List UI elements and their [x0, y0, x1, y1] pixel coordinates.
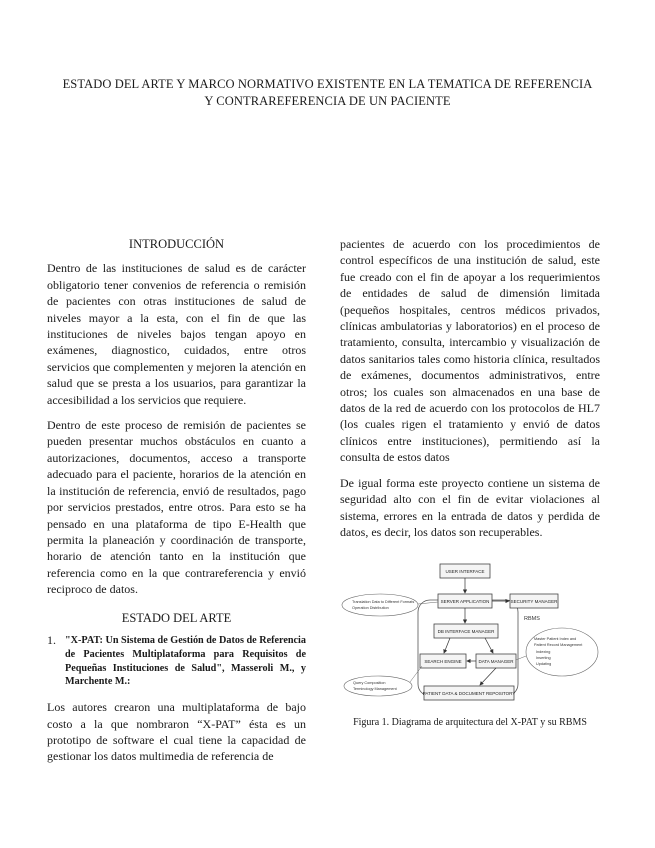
note-right-line-3: Indexing	[536, 650, 551, 654]
note-left-bottom-bubble	[344, 676, 412, 696]
reference-item	[47, 634, 306, 689]
rbms-region	[418, 600, 518, 696]
note-left-top-line-1: Translation Data to Different Formats	[352, 600, 415, 604]
rbms-label: RBMS	[524, 616, 540, 622]
search-engine-label: SEARCH ENGINE	[424, 659, 462, 664]
right-column	[340, 236, 600, 549]
left-column	[47, 236, 306, 774]
data-manager-label: DATA MANAGER	[478, 659, 514, 664]
note-right-line-4: Inserting	[536, 656, 551, 660]
intro-paragraph-2: Dentro de este proceso de remisión de pacientes se pueden presentar muchos obstáculos en cuanto a autorizaciones, documentos, acceso a transporte adecuado para el paciente, horarios de la atención en la institución de referencia, envió de resultados, pago por servicios prestados, entre otros. Para esto se ha pensado en una plataforma de tipo E-Health que permita la planeación y coordinación de transporte, horario de atención tanto en la institución que referencia como en la que contrareferencia y envió reciproco de datos.	[47, 418, 306, 597]
note-right-line-5: Updating	[536, 662, 552, 666]
server-application-label: SERVER APPLICATION	[440, 599, 490, 604]
reference-number: 1.	[47, 632, 56, 647]
note-left-bottom-line-1: Query Composition	[353, 681, 386, 685]
state-of-art-paragraph-1: Los autores crearon una multiplataforma de bajo costo a la que nombraron “X-PAT” ésta es un prototipo de software el cual tiene la capacidad de gestionar los datos multimedia de referencia de	[47, 700, 306, 764]
right-paragraph-2: De igual forma este proyecto contiene un sistema de seguridad alto con el fin de evitar violaciones al sistema, errores en la entrada de datos y perdida de datos, es decir, los datos son recuperables.	[340, 475, 600, 539]
patient-repository-label: PATIENT DATA & DOCUMENT REPOSITORY	[422, 691, 516, 696]
user-interface-label: USER INTERFACE	[445, 569, 485, 574]
right-paragraph-1: pacientes de acuerdo con los procedimientos de control específicos de una institución de salud, este fue creado con el fin de apoyar a los requerimientos de entidades de salud de dimensión limitada (pequeños hospitales, centros médicos privados, clínicas ambulatorias y laboratorios) en el proceso de tratamiento, consulta, intercambio y visualización de datos sanitarios tales como historia clínica, resultados de exámenes, documentos administrativos, entre otros; los cuales son almacenados en una base de datos de la red de acuerdo con los protocolos de HL7 (los cuales rigen el tratamiento y envió de datos clínicos entre instituciones), permitiendo así la consulta de estos datos	[340, 237, 600, 465]
note-right-line-2: Patient Record Management	[534, 643, 583, 647]
note-left-bottom-line-2: Terminology Management	[353, 687, 397, 691]
architecture-diagram	[340, 560, 600, 710]
note-left-top-bubble	[342, 594, 418, 616]
intro-heading: INTRODUCCIÓN	[128, 237, 225, 251]
intro-paragraph-1: Dentro de las instituciones de salud es de carácter obligatorio tener convenios de referencia o remisión de pacientes con otras instituciones de salud de niveles mayor a la esta, con el fin de que las instituciones de niveles bajos tengan apoyo en exámenes, diagnostico, cuidados, entre otros servicios que complementen y mejoren la atención en salud que se presta a los usuarios, para garantizar la accesibilidad a los servicios que requiere.	[47, 261, 306, 407]
security-manager-label: SECURITY MANAGER	[510, 599, 558, 604]
note-left-top-line-2: Operation Distribution	[352, 606, 389, 610]
db-interface-manager-label: DB INTERFACE MANAGER	[437, 629, 495, 634]
document-title: ESTADO DEL ARTE Y MARCO NORMATIVO EXISTENTE EN LA TEMATICA DE REFERENCIA Y CONTRAREFERENCIA DE UN PACIENTE	[62, 77, 593, 108]
note-right-line-1: Master Patient Index and	[534, 637, 577, 641]
state-of-art-heading: ESTADO DEL ARTE	[121, 610, 232, 625]
reference-citation: "X-PAT: Un Sistema de Gestión de Datos de Referencia de Pacientes Multiplataforma para Requisitos de Pequeñas Instituciones de Salud", Masseroli M., y Marchente M.:	[65, 634, 306, 688]
figure-caption: Figura 1. Diagrama de arquitectura del X-PAT y su RBMS	[353, 717, 587, 728]
